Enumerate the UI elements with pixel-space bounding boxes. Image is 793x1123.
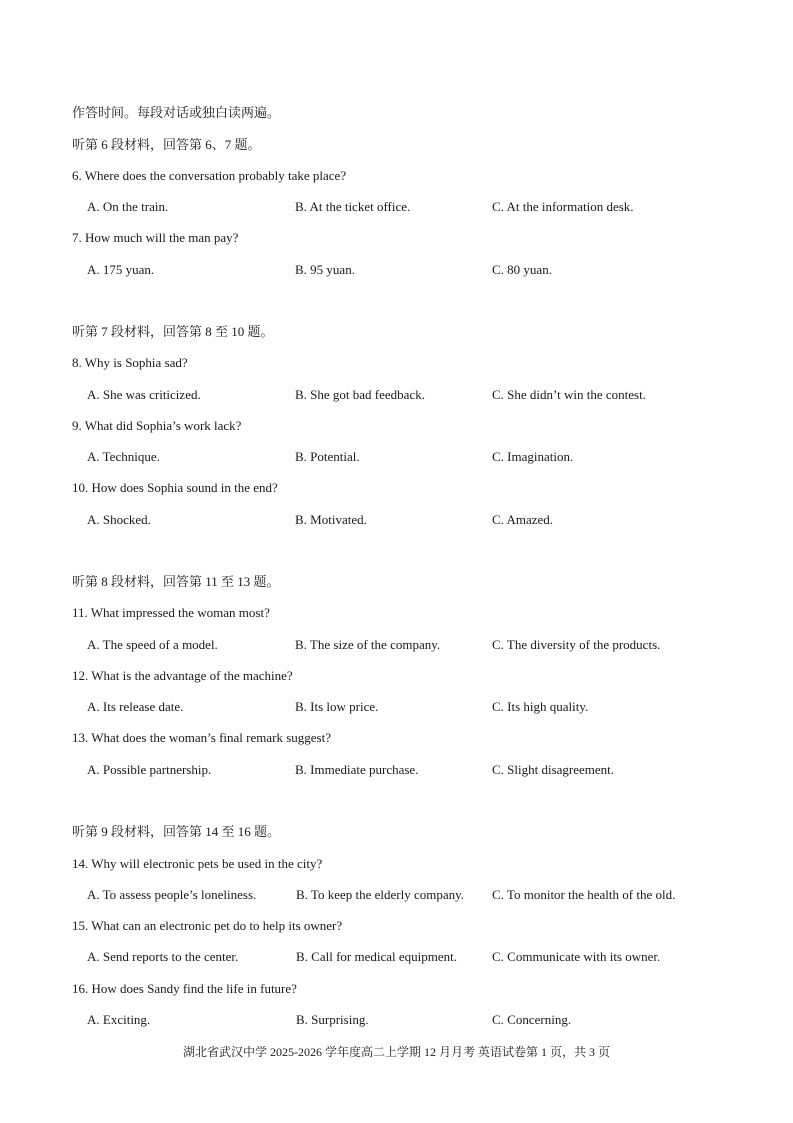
option-a: A. She was criticized. [87,387,201,402]
option-c: C. Its high quality. [492,699,589,714]
option-b: B. 95 yuan. [295,262,355,277]
option-c: C. Imagination. [492,449,574,464]
question-text: 13. What does the woman’s final remark suggest? [72,730,331,745]
option-c: C. At the information desk. [492,199,634,214]
option-c: C. 80 yuan. [492,262,552,277]
section-heading: 听第 7 段材料，回答第 8 至 10 题。 [72,324,274,339]
option-c: C. The diversity of the products. [492,637,661,652]
question-text: 14. Why will electronic pets be used in the city? [72,856,323,871]
section-heading: 听第 6 段材料，回答第 6、7 题。 [72,137,261,152]
option-b: B. Call for medical equipment. [296,949,458,964]
option-c: C. To monitor the health of the old. [492,887,676,902]
question-text: 12. What is the advantage of the machine? [72,668,293,683]
option-a: A. 175 yuan. [87,262,155,277]
option-b: B. Immediate purchase. [295,762,419,777]
option-c: C. She didn’t win the contest. [492,387,646,402]
question-text: 15. What can an electronic pet do to help its owner? [72,918,343,933]
option-a: A. On the train. [87,199,169,214]
intro-text: 作答时间。每段对话或独白读两遍。 [72,105,281,120]
section-heading: 听第 8 段材料，回答第 11 至 13 题。 [72,574,280,589]
question-text: 16. How does Sandy find the life in future? [72,981,297,996]
question-text: 10. How does Sophia sound in the end? [72,480,278,495]
option-a: A. Possible partnership. [87,762,212,777]
question-text: 8. Why is Sophia sad? [72,355,188,370]
option-c: C. Slight disagreement. [492,762,615,777]
option-a: A. To assess people’s loneliness. [87,887,257,902]
option-b: B. Surprising. [296,1012,369,1027]
option-c: C. Communicate with its owner. [492,949,661,964]
option-c: C. Concerning. [492,1012,572,1027]
option-b: B. Its low price. [295,699,379,714]
section-heading: 听第 9 段材料，回答第 14 至 16 题。 [72,824,281,839]
option-b: B. Potential. [295,449,360,464]
option-a: A. Its release date. [87,699,184,714]
option-a: A. Exciting. [87,1012,151,1027]
option-c: C. Amazed. [492,512,554,527]
question-text: 7. How much will the man pay? [72,230,239,245]
option-b: B. At the ticket office. [295,199,411,214]
question-text: 9. What did Sophia’s work lack? [72,418,242,433]
option-a: A. Shocked. [87,512,151,527]
option-a: A. Technique. [87,449,160,464]
option-b: B. To keep the elderly company. [296,887,465,902]
question-text: 11. What impressed the woman most? [72,605,270,620]
question-text: 6. Where does the conversation probably take place? [72,168,347,183]
option-b: B. The size of the company. [295,637,441,652]
option-b: B. She got bad feedback. [295,387,425,402]
option-a: A. The speed of a model. [87,637,218,652]
option-a: A. Send reports to the center. [87,949,239,964]
option-b: B. Motivated. [295,512,367,527]
page-footer: 湖北省武汉中学 2025-2026 学年度高二上学期 12 月月考 英语试卷第 1 页，共 3 页 [183,1045,610,1059]
